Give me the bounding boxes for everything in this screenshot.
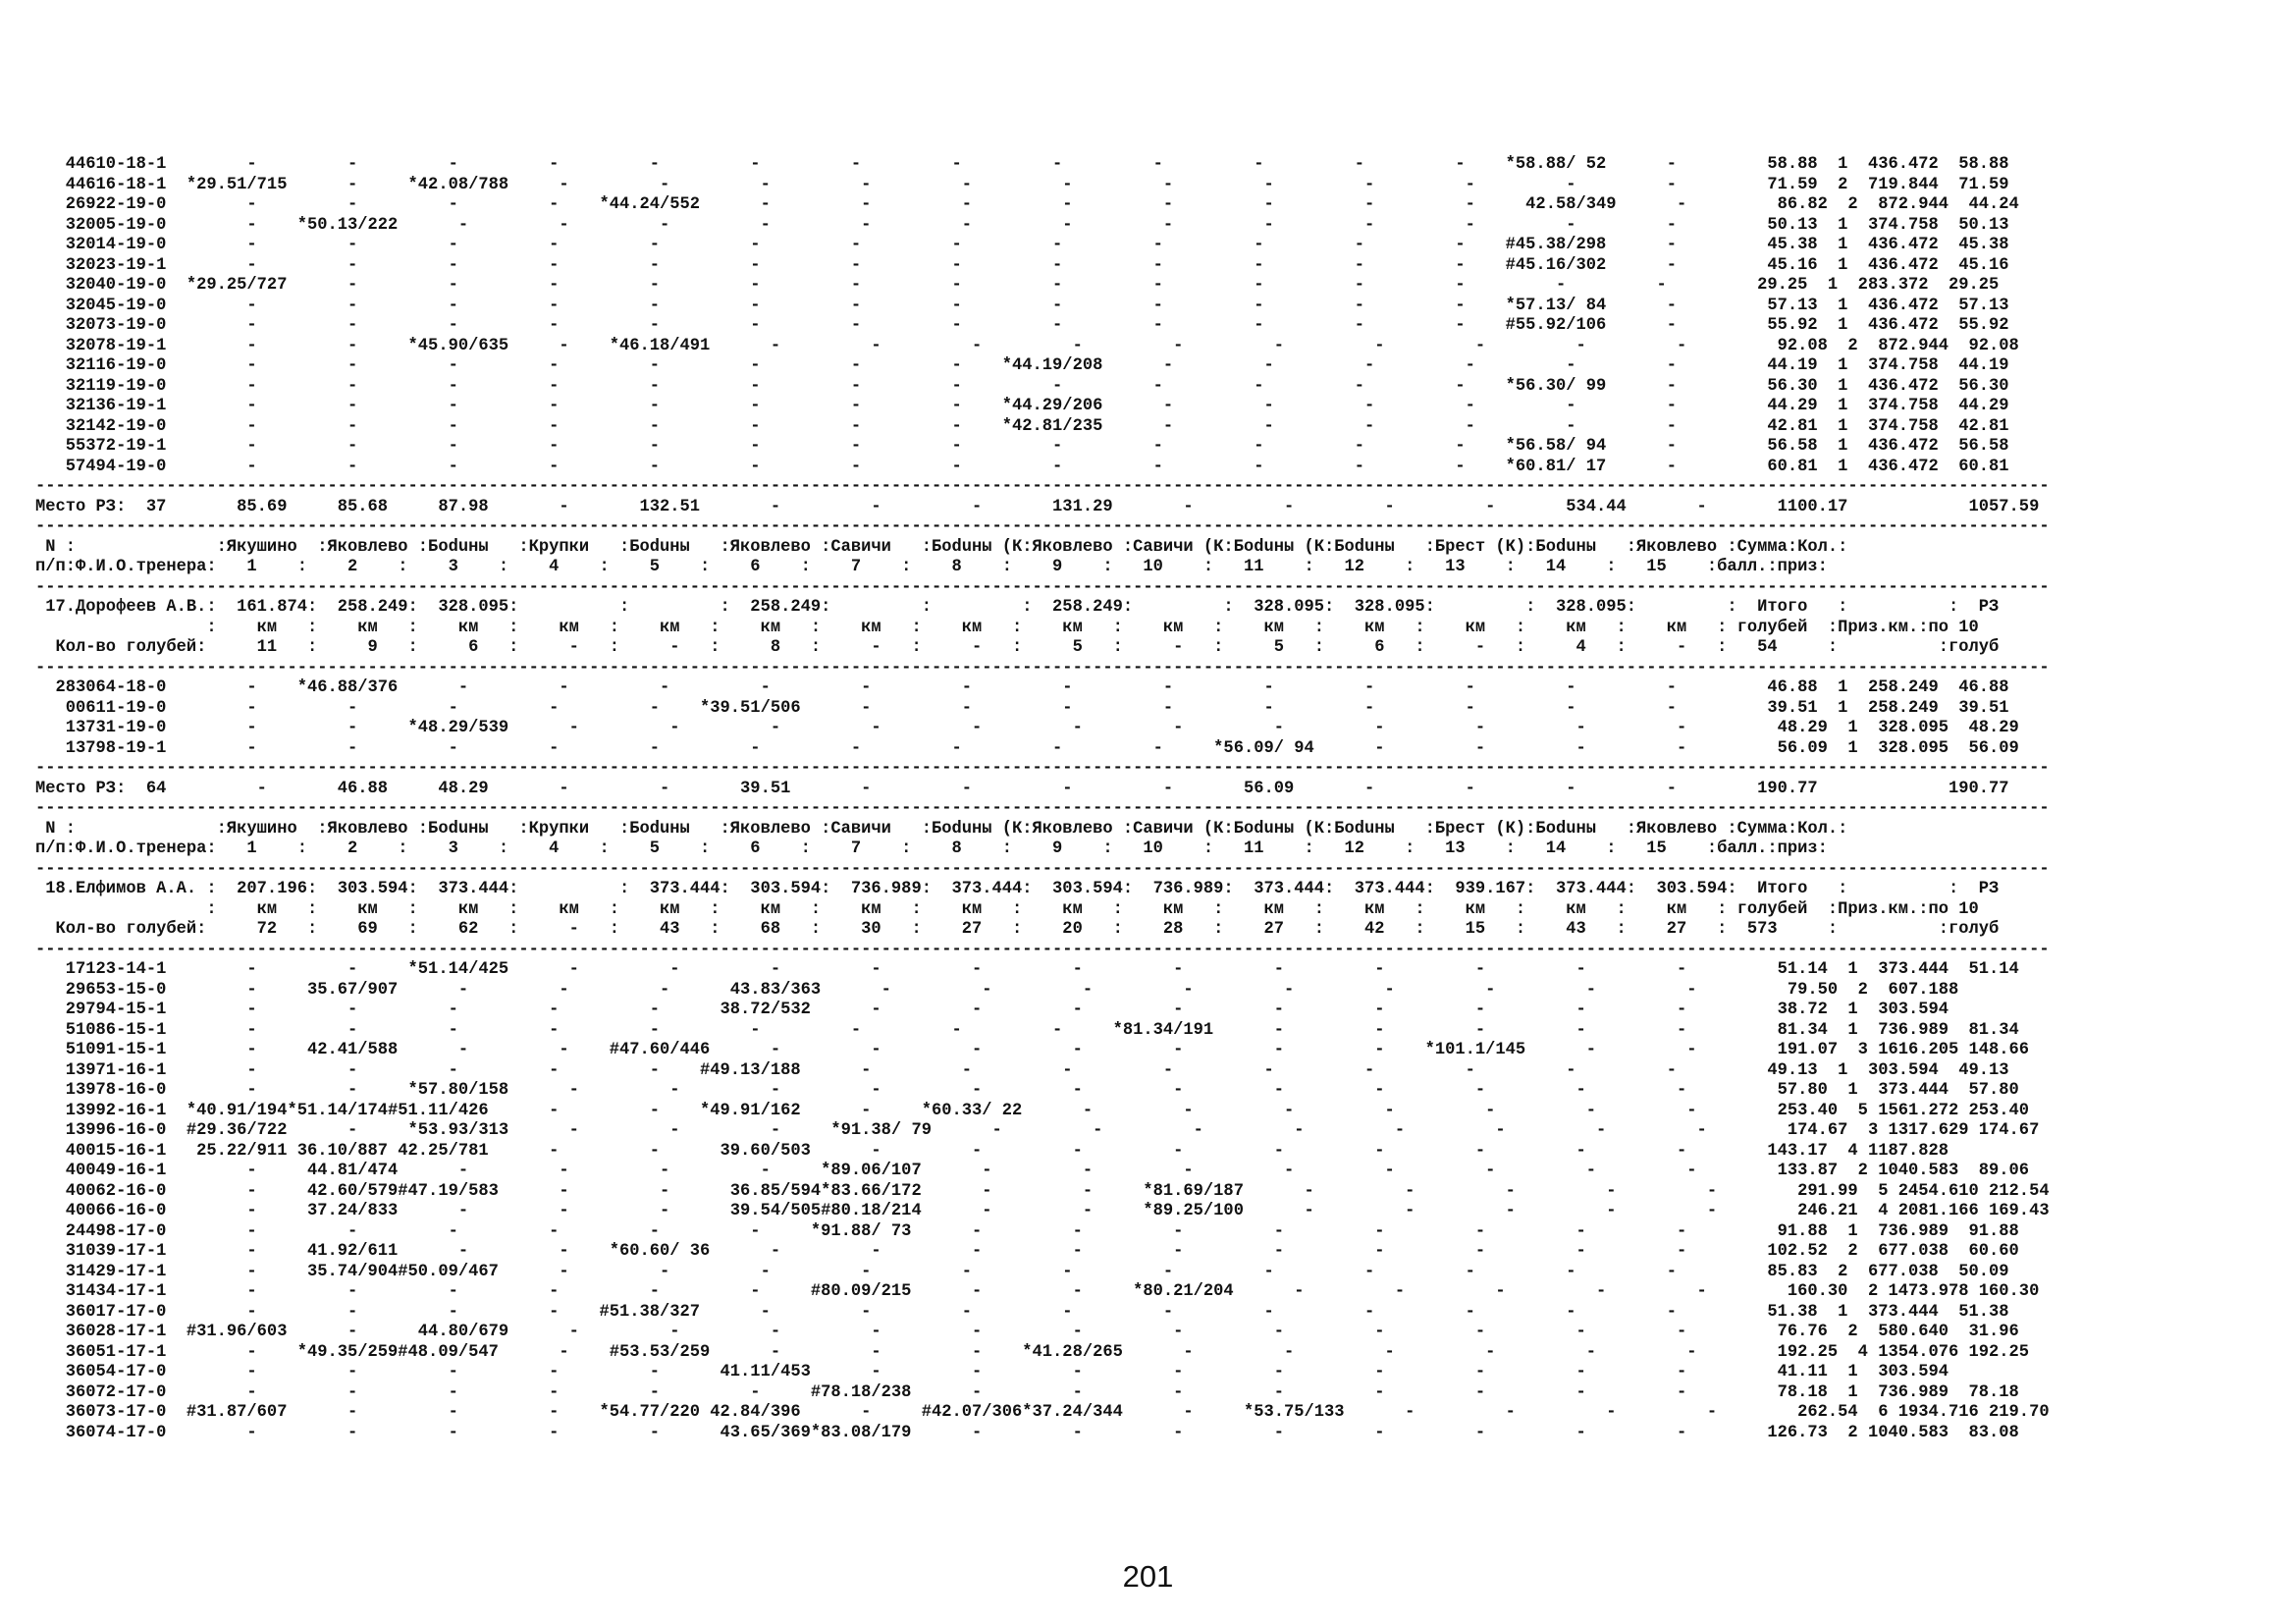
table-line: 36072-17-0 - - - - - - #78.18/238 - - - - - - - - 78.18 1 736.989 78.18 (35, 1382, 2019, 1402)
table-line: 13978-16-0 - - *57.80/158 - - - - - - - - - - - - 57.80 1 373.444 57.80 (35, 1081, 2019, 1100)
table-line: 51091-15-1 - 42.41/588 - - #47.60/446 - - - - - - - *101.1/145 - - 191.07 3 1616.205 148.66 (35, 1041, 2030, 1059)
table-line: 57494-19-0 - - - - - - - - - - - - - *60.81/ 17 - 60.81 1 436.472 60.81 (35, 457, 2009, 476)
table-line: 31039-17-1 - 41.92/611 - - *60.60/ 36 - - - - - - - - - - 102.52 2 677.038 60.60 (35, 1242, 2019, 1261)
table-line: 24498-17-0 - - - - - - *91.88/ 73 - - - - - - - - 91.88 1 736.989 91.88 (35, 1221, 2019, 1241)
rule-line: -------------------------------------------------------------------------------------------------------------------------------------------------------------------------------------------------------- (35, 940, 2050, 959)
table-line: 36073-17-0 #31.87/607 - - - *54.77/220 42.84/396 - #42.07/306*37.24/344 - *53.75/133 - - - - 262.54 6 1934.716 219.70 (35, 1403, 2050, 1422)
rule-line: -------------------------------------------------------------------------------------------------------------------------------------------------------------------------------------------------------- (35, 577, 2050, 597)
table-line: 17.Дорофеев А.В.: 161.874: 258.249: 328.095: : : 258.249: : : 258.249: : 328.095: 328.095: : 328.095: : Итого : : РЗ (35, 598, 2000, 617)
table-line: 17123-14-1 - - *51.14/425 - - - - - - - - - - - - 51.14 1 373.444 51.14 (35, 960, 2019, 979)
table-line: 283064-18-0 - *46.88/376 - - - - - - - - - - - - - 46.88 1 258.249 46.88 (35, 678, 2009, 697)
table-line: 36074-17-0 - - - - - 43.65/369*83.08/179 - - - - - - - - 126.73 2 1040.583 83.08 (35, 1423, 2019, 1442)
rule-line: -------------------------------------------------------------------------------------------------------------------------------------------------------------------------------------------------------- (35, 477, 2050, 496)
table-line: 32136-19-1 - - - - - - - - *44.29/206 - - - - - - 44.29 1 374.758 44.29 (35, 397, 2009, 415)
table-line: 13971-16-1 - - - - - #49.13/188 - - - - - - - - - 49.13 1 303.594 49.13 (35, 1060, 2009, 1080)
table-line: 32023-19-1 - - - - - - - - - - - - - #45.16/302 - 45.16 1 436.472 45.16 (35, 255, 2009, 275)
table-line: 32078-19-1 - - *45.90/635 - *46.18/491 - - - - - - - - - - 92.08 2 872.944 92.08 (35, 336, 2019, 355)
table-line: 32045-19-0 - - - - - - - - - - - - - *57.13/ 84 - 57.13 1 436.472 57.13 (35, 296, 2009, 315)
table-line: 36028-17-1 #31.96/603 - 44.80/679 - - - - - - - - - - - - 76.76 2 580.640 31.96 (35, 1323, 2019, 1341)
table-line: 36054-17-0 - - - - - 41.11/453 - - - - - - - - - 41.11 1 303.594 (35, 1363, 1949, 1381)
table-line: 40015-16-1 25.22/911 36.10/887 42.25/781 - - 39.60/503 - - - - - - - - - 143.17 4 1187.828 (35, 1141, 1949, 1161)
table-line: 13996-16-0 #29.36/722 - *53.93/313 - - - *91.38/ 79 - - - - - - - - 174.67 3 1317.629 174.67 (35, 1121, 2040, 1140)
table-line: 32142-19-0 - - - - - - - - *42.81/235 - - - - - - 42.81 1 374.758 42.81 (35, 416, 2009, 436)
table-line: 32040-19-0 *29.25/727 - - - - - - - - - - - - - - 29.25 1 283.372 29.25 (35, 276, 2000, 295)
table-line: 31434-17-1 - - - - - - #80.09/215 - - *80.21/204 - - - - - 160.30 2 1473.978 160.30 (35, 1282, 2040, 1301)
table-line: 13731-19-0 - - *48.29/539 - - - - - - - - - - - - 48.29 1 328.095 48.29 (35, 719, 2019, 737)
table-line: 32119-19-0 - - - - - - - - - - - - - *56.30/ 99 - 56.30 1 436.472 56.30 (35, 376, 2009, 396)
table-line: 40066-16-0 - 37.24/833 - - - 39.54/505#80.18/214 - - *89.25/100 - - - - - 246.21 4 2081.166 169.43 (35, 1202, 2050, 1220)
table-line: 26922-19-0 - - - - *44.24/552 - - - - - - - - 42.58/349 - 86.82 2 872.944 44.24 (35, 195, 2019, 214)
table-line: 44616-18-1 *29.51/715 - *42.08/788 - - - - - - - - - - - - 71.59 2 719.844 71.59 (35, 175, 2009, 194)
table-line: 29794-15-1 - - - - - 38.72/532 - - - - - - - - - 38.72 1 303.594 (35, 1001, 1949, 1019)
table-line: 40062-16-0 - 42.60/579#47.19/583 - - 36.85/594*83.66/172 - - *81.69/187 - - - - - 291.99 5 2454.610 212.54 (35, 1181, 2050, 1201)
table-line: 36051-17-1 - *49.35/259#48.09/547 - #53.53/259 - - - *41.28/265 - - - - - - 192.25 4 1354.076 192.25 (35, 1342, 2030, 1362)
table-line: Место РЗ: 64 - 46.88 48.29 - - 39.51 - - - - 56.09 - - - - 190.77 190.77 (35, 779, 2009, 798)
table-line: 32014-19-0 - - - - - - - - - - - - - #45.38/298 - 45.38 1 436.472 45.38 (35, 236, 2009, 254)
table-line: 55372-19-1 - - - - - - - - - - - - - *56.58/ 94 - 56.58 1 436.472 56.58 (35, 437, 2009, 456)
table-line: 44610-18-1 - - - - - - - - - - - - - *58.88/ 52 - 58.88 1 436.472 58.88 (35, 155, 2009, 174)
table-line: : км : км : км : км : км : км : км : км : км : км : км : км : км : км : км : голубей :Приз.км.:по 10 (35, 899, 1979, 919)
table-line: 36017-17-0 - - - - #51.38/327 - - - - - - - - - - 51.38 1 373.444 51.38 (35, 1302, 2009, 1322)
table-line: 51086-15-1 - - - - - - - - - *81.34/191 - - - - - 81.34 1 736.989 81.34 (35, 1020, 2019, 1040)
table-line: 32116-19-0 - - - - - - - - *44.19/208 - - - - - - 44.19 1 374.758 44.19 (35, 356, 2009, 375)
table-line: : км : км : км : км : км : км : км : км : км : км : км : км : км : км : км : голубей :Приз.км.:по 10 (35, 618, 1979, 637)
table-line: 13992-16-1 *40.91/194*51.14/174#51.11/426 - - *49.91/162 - *60.33/ 22 - - - - - - - 253.40 5 1561.272 253.40 (35, 1101, 2030, 1120)
table-line: Кол-во голубей: 11 : 9 : 6 : - : - : 8 : - : - : 5 : - : 5 : 6 : - : 4 : - : 54 : :голуб (35, 638, 2000, 657)
table-line: п/п:Ф.И.О.тренера: 1 : 2 : 3 : 4 : 5 : 6 : 7 : 8 : 9 : 10 : 11 : 12 : 13 : 14 : 15 :балл.:приз: (35, 558, 1828, 576)
rule-line: -------------------------------------------------------------------------------------------------------------------------------------------------------------------------------------------------------- (35, 759, 2050, 778)
table-line: Кол-во голубей: 72 : 69 : 62 : - : 43 : 68 : 30 : 27 : 20 : 28 : 27 : 42 : 15 : 43 : 27 : 573 : :голуб (35, 920, 2000, 939)
table-line: N : :Якушино :Яковлево :Боduны :Крупки :Боduны :Яковлево :Савичи :Боduны (К:Яковлево :Савичи (К:Боduны (К:Боduны :Брест (К):Боduны :Яковлево :Сумма:Кол.: (35, 819, 1848, 839)
page-number: 201 (1122, 1559, 1174, 1594)
table-line: 40049-16-1 - 44.81/474 - - - - *89.06/107 - - - - - - - - 133.87 2 1040.583 89.06 (35, 1162, 2030, 1180)
rule-line: -------------------------------------------------------------------------------------------------------------------------------------------------------------------------------------------------------- (35, 859, 2050, 879)
result-table (35, 155, 2050, 1443)
table-line: Место РЗ: 37 85.69 85.68 87.98 - 132.51 - - - 131.29 - - - - 534.44 - 1100.17 1057.59 (35, 497, 2040, 516)
table-line: п/п:Ф.И.О.тренера: 1 : 2 : 3 : 4 : 5 : 6 : 7 : 8 : 9 : 10 : 11 : 12 : 13 : 14 : 15 :балл.:приз: (35, 839, 1828, 858)
table-line: 31429-17-1 - 35.74/904#50.09/467 - - - - - - - - - - - - 85.83 2 677.038 50.09 (35, 1262, 2009, 1281)
table-line: N : :Якушино :Яковлево :Боduны :Крупки :Боduны :Яковлево :Савичи :Боduны (К:Яковлево :Савичи (К:Боduны (К:Боduны :Брест (К):Боduны :Яковлево :Сумма:Кол.: (35, 537, 1848, 557)
table-line: 32005-19-0 - *50.13/222 - - - - - - - - - - - - - 50.13 1 374.758 50.13 (35, 215, 2009, 235)
rule-line: -------------------------------------------------------------------------------------------------------------------------------------------------------------------------------------------------------- (35, 658, 2050, 677)
table-line: 13798-19-1 - - - - - - - - - - *56.09/ 94 - - - - 56.09 1 328.095 56.09 (35, 738, 2019, 758)
rule-line: -------------------------------------------------------------------------------------------------------------------------------------------------------------------------------------------------------- (35, 799, 2050, 818)
table-line: 32073-19-0 - - - - - - - - - - - - - #55.92/106 - 55.92 1 436.472 55.92 (35, 316, 2009, 335)
table-line: 29653-15-0 - 35.67/907 - - - 43.83/363 - - - - - - - - - 79.50 2 607.188 (35, 980, 1959, 1000)
table-line: 00611-19-0 - - - - - *39.51/506 - - - - - - - - - 39.51 1 258.249 39.51 (35, 698, 2009, 718)
rule-line: -------------------------------------------------------------------------------------------------------------------------------------------------------------------------------------------------------- (35, 517, 2050, 536)
table-line: 18.Елфимов А.А. : 207.196: 303.594: 373.444: : 373.444: 303.594: 736.989: 373.444: 303.594: 736.989: 373.444: 373.444: 939.167: 373.444: 303.594: Итого : : РЗ (35, 880, 2000, 898)
